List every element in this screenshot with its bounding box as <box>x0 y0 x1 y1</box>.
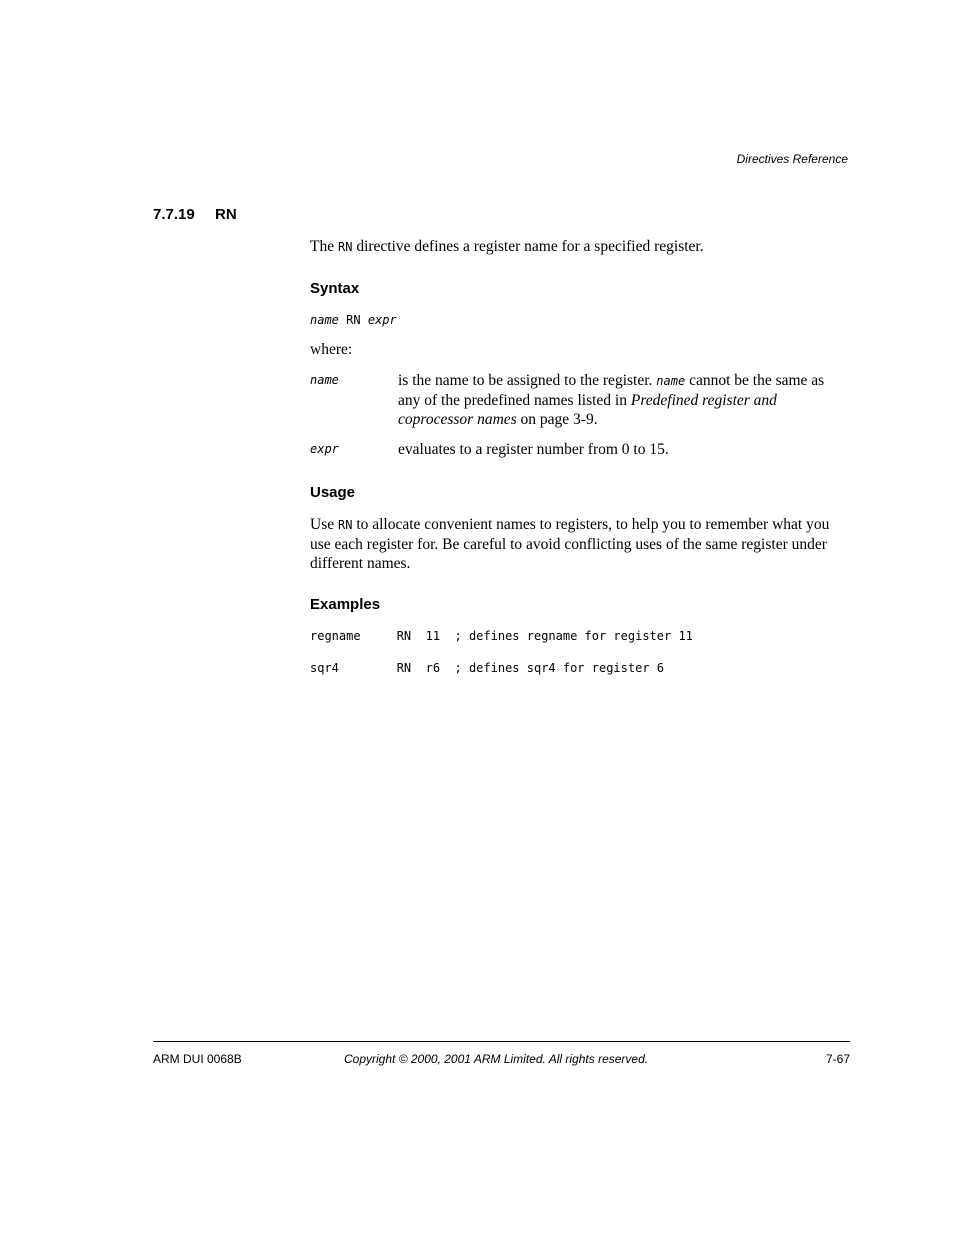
syntax-keyword: RN <box>346 313 361 327</box>
param-term: expr <box>310 442 339 456</box>
usage-paragraph: Use RN to allocate convenient names to registers, to help you to remember what you use each register for. Be careful to avoid conflicting uses of the same register under different names. <box>310 516 830 572</box>
usage-heading: Usage <box>310 484 356 501</box>
section-number: 7.7.19 <box>153 206 195 223</box>
footer-copyright: Copyright © 2000, 2001 ARM Limited. All rights reserved. <box>344 1052 649 1066</box>
footer-divider <box>153 1041 850 1042</box>
inline-code-rn: RN <box>337 518 353 532</box>
param-description: evaluates to a register number from 0 to 15. <box>398 441 669 458</box>
example-line: sqr4 RN r6 ; defines sqr4 for register 6 <box>310 661 665 675</box>
inline-code-rn: RN <box>337 240 353 254</box>
footer-page-number: 7-67 <box>825 1052 850 1066</box>
section-title: RN <box>215 206 237 223</box>
example-line: regname RN 11 ; defines regname for register 11 <box>310 629 693 643</box>
running-header: Directives Reference <box>736 152 848 166</box>
syntax-line <box>310 313 850 327</box>
param-description: is the name to be assigned to the register. name cannot be the same as any of the predefined names listed in Predefined register and coprocessor names on page 3-9. <box>398 372 825 428</box>
examples-heading: Examples <box>310 596 381 613</box>
param-term: name <box>310 373 339 387</box>
syntax-expr: expr <box>367 313 397 327</box>
section-heading <box>153 206 237 223</box>
intro-paragraph: The RN directive defines a register name for a specified register. <box>310 238 704 255</box>
syntax-name: name <box>310 313 339 327</box>
syntax-heading: Syntax <box>310 280 360 297</box>
cross-reference-link[interactable]: Predefined register and coprocessor names <box>398 392 777 428</box>
footer-doc-id: ARM DUI 0068B <box>153 1052 242 1066</box>
where-label: where: <box>310 341 353 358</box>
